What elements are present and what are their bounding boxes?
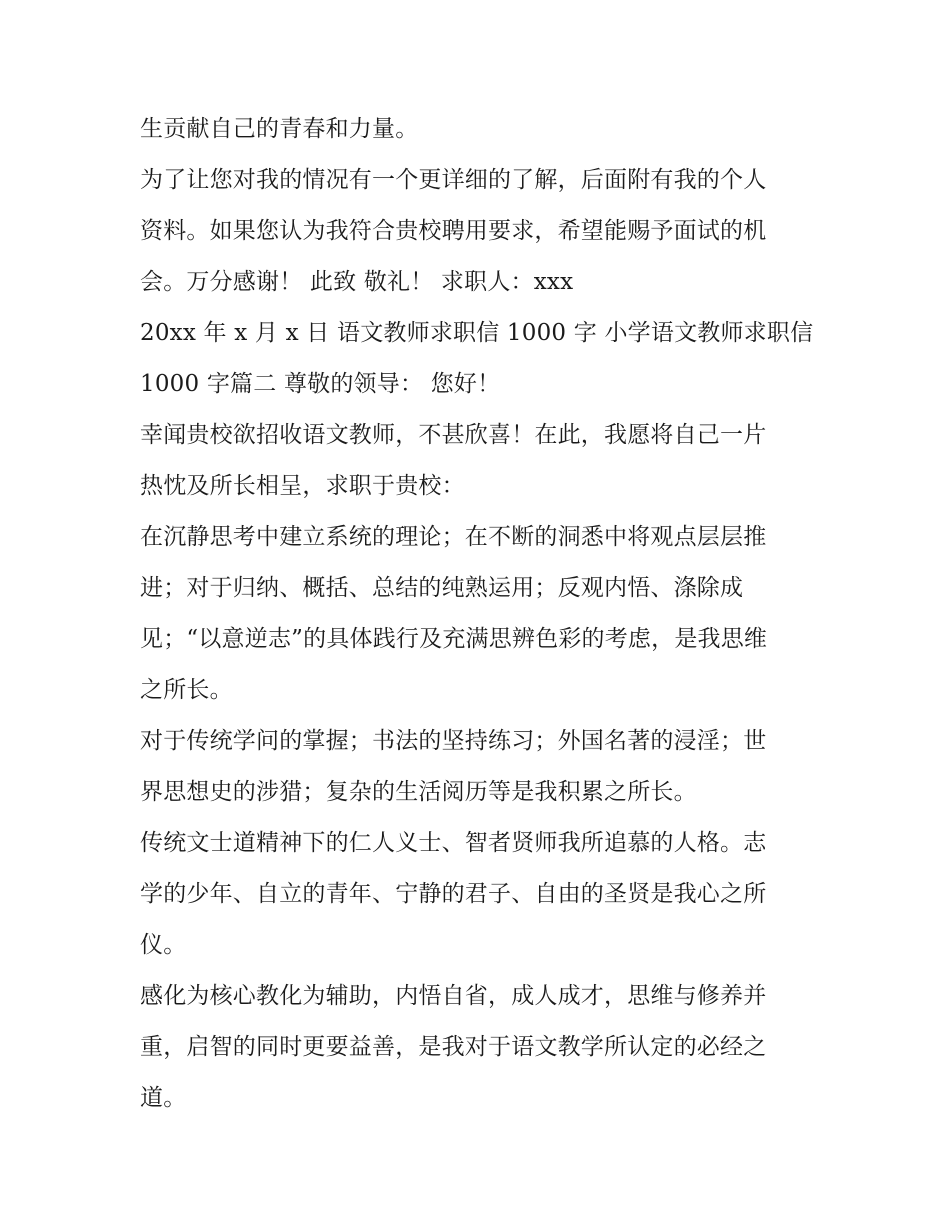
text-line: 热忱及所长相呈，求职于贵校： xyxy=(140,473,465,499)
text-line: 会。万分感谢！ 此致 敬礼！ 求职人：xxx xyxy=(140,269,574,295)
text-line: 见；“以意逆志”的具体践行及充满思辨色彩的考虑，是我思维 xyxy=(140,626,768,652)
text-line: 仪。 xyxy=(140,932,187,958)
text-line: 进；对于归纳、概括、总结的纯熟运用；反观内悟、涤除成 xyxy=(140,575,744,601)
text-line: 学的少年、自立的青年、宁静的君子、自由的圣贤是我心之所 xyxy=(140,881,767,907)
text-line: 20xx 年 x 月 x 日 语文教师求职信 1000 字 小学语文教师求职信 xyxy=(140,320,814,346)
text-line: 传统文士道精神下的仁人义士、智者贤师我所追慕的人格。志 xyxy=(140,830,767,856)
text-line: 对于传统学问的掌握；书法的坚持练习；外国名著的浸淫；世 xyxy=(140,728,767,754)
text-line: 重，启智的同时更要益善，是我对于语文教学所认定的必经之 xyxy=(140,1034,767,1060)
document-page xyxy=(140,104,820,1124)
text-line: 1000 字篇二 尊敬的领导： 您好！ xyxy=(140,371,501,397)
text-line: 资料。如果您认为我符合贵校聘用要求，希望能赐予面试的机 xyxy=(140,218,767,244)
text-line: 为了让您对我的情况有一个更详细的了解，后面附有我的个人 xyxy=(140,167,767,193)
text-line: 感化为核心教化为辅助，内悟自省，成人成才，思维与修养并 xyxy=(140,983,767,1009)
text-line: 幸闻贵校欲招收语文教师，不甚欣喜！在此，我愿将自己一片 xyxy=(140,422,767,448)
text-line: 之所长。 xyxy=(140,677,233,703)
text-line: 在沉静思考中建立系统的理论；在不断的洞悉中将观点层层推 xyxy=(140,524,767,550)
text-line: 道。 xyxy=(140,1085,187,1111)
text-line: 生贡献自己的青春和力量。 xyxy=(140,116,419,142)
text-line: 界思想史的涉猎；复杂的生活阅历等是我积累之所长。 xyxy=(140,779,697,805)
